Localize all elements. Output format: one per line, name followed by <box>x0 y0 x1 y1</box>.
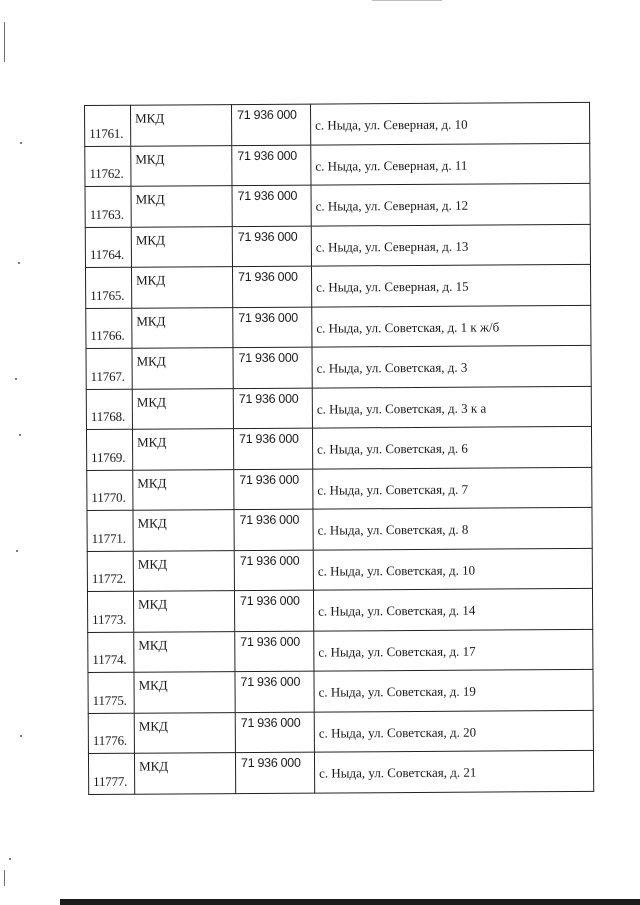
scan-artifact-bottom <box>60 899 640 905</box>
oktmo-code-cell <box>232 226 311 267</box>
row-number-cell <box>88 713 134 754</box>
oktmo-code-text: 71 936 000 <box>238 269 298 285</box>
table-row <box>86 345 591 389</box>
address-cell <box>314 629 593 671</box>
object-type-text: МКД <box>138 596 168 612</box>
row-number-text: 11763. <box>89 206 124 222</box>
object-type-text: МКД <box>138 758 169 774</box>
oktmo-code-text: 71 936 000 <box>238 310 298 325</box>
row-number-text: 11777. <box>93 773 128 789</box>
scan-speck <box>18 262 20 264</box>
object-type-text: МКД <box>138 637 168 653</box>
oktmo-code-text: 71 936 000 <box>239 553 300 568</box>
row-number-cell <box>88 632 134 673</box>
oktmo-code-cell <box>235 752 314 793</box>
table-row <box>87 548 592 592</box>
row-number-text: 11766. <box>90 327 125 343</box>
address-cell <box>312 386 591 428</box>
table-row <box>88 710 593 754</box>
row-number-cell <box>85 186 131 227</box>
row-number-text: 11768. <box>90 408 126 424</box>
row-number-text: 11761. <box>89 125 124 141</box>
row-number-cell <box>86 348 132 389</box>
object-type-text: МКД <box>137 475 167 491</box>
address-cell <box>314 710 593 752</box>
object-type-text: МКД <box>135 151 165 167</box>
object-type-cell <box>134 631 235 672</box>
object-type-cell <box>133 510 234 551</box>
object-type-cell <box>131 105 232 146</box>
object-type-text: МКД <box>135 191 165 207</box>
row-number-cell <box>85 267 131 308</box>
address-text: с. Ныда, ул. Советская, д. 21 <box>319 764 477 781</box>
scan-speck <box>16 550 18 552</box>
oktmo-code-cell <box>233 347 312 388</box>
row-number-cell <box>87 470 133 511</box>
address-text: с. Ныда, ул. Советская, д. 7 <box>317 481 469 498</box>
object-type-cell <box>131 267 232 308</box>
row-number-text: 11770. <box>91 489 126 505</box>
object-type-text: МКД <box>138 717 168 734</box>
address-cell <box>314 750 593 792</box>
row-number-cell <box>86 429 132 470</box>
row-number-cell <box>85 146 131 187</box>
object-type-text: МКД <box>136 353 166 369</box>
address-text: с. Ныда, ул. Советская, д. 20 <box>318 724 477 741</box>
table-row <box>86 305 591 349</box>
object-type-cell <box>131 145 232 186</box>
row-number-cell <box>88 753 134 794</box>
oktmo-code-cell <box>234 509 313 550</box>
table-row <box>88 669 593 713</box>
object-type-cell <box>132 429 233 470</box>
oktmo-code-cell <box>232 145 311 186</box>
table-row <box>85 264 590 308</box>
address-text: с. Ныда, ул. Советская, д. 10 <box>317 562 476 579</box>
table-row <box>87 507 592 551</box>
address-cell <box>310 102 589 144</box>
oktmo-code-cell <box>233 388 312 429</box>
row-number-text: 11767. <box>90 368 125 384</box>
table-row <box>87 588 592 632</box>
object-type-cell <box>134 753 235 794</box>
object-type-cell <box>132 348 233 389</box>
table-row <box>87 467 592 511</box>
oktmo-code-text: 71 936 000 <box>237 107 297 123</box>
scan-artifact-top <box>372 0 442 1</box>
oktmo-code-text: 71 936 000 <box>237 188 298 204</box>
oktmo-code-text: 71 936 000 <box>238 391 299 406</box>
oktmo-code-text: 71 936 000 <box>240 755 301 771</box>
oktmo-code-cell <box>234 550 313 591</box>
table-row <box>85 102 590 146</box>
object-type-cell <box>134 712 235 753</box>
address-cell <box>312 305 591 347</box>
row-number-cell <box>87 551 133 592</box>
row-number-text: 11776. <box>92 732 128 748</box>
oktmo-code-cell <box>235 631 314 672</box>
address-text: с. Ныда, ул. Северная, д. 12 <box>315 197 469 214</box>
housing-registry-table <box>84 102 594 795</box>
table-row <box>86 426 591 470</box>
scan-artifact-edge <box>4 870 5 886</box>
row-number-text: 11772. <box>91 570 127 586</box>
row-number-cell <box>86 308 132 349</box>
oktmo-code-text: 71 936 000 <box>238 350 299 366</box>
table-row <box>88 629 593 673</box>
scan-artifact-edge <box>4 22 5 62</box>
object-type-cell <box>133 469 234 510</box>
address-text: с. Ныда, ул. Советская, д. 8 <box>317 521 469 538</box>
table-row <box>85 183 590 227</box>
oktmo-code-text: 71 936 000 <box>240 674 301 690</box>
row-number-text: 11775. <box>92 692 127 708</box>
address-cell <box>312 426 591 468</box>
table-row <box>85 224 590 268</box>
oktmo-code-cell <box>232 185 311 226</box>
table-row <box>88 750 593 794</box>
row-number-text: 11765. <box>90 287 125 303</box>
object-type-cell <box>131 226 232 267</box>
row-number-text: 11764. <box>89 246 125 262</box>
scan-speck <box>20 735 22 737</box>
table-row <box>85 143 590 187</box>
address-text: с. Ныда, ул. Советская, д. 1 к ж/б <box>316 318 500 336</box>
address-text: с. Ныда, ул. Советская, д. 3 к а <box>316 400 487 417</box>
object-type-text: МКД <box>137 515 167 531</box>
address-text: с. Ныда, ул. Советская, д. 3 <box>316 359 468 376</box>
row-number-cell <box>87 510 133 551</box>
object-type-cell <box>133 591 234 632</box>
address-text: с. Ныда, ул. Советская, д. 17 <box>318 643 476 660</box>
oktmo-code-text: 71 936 000 <box>239 512 300 528</box>
address-cell <box>312 345 591 387</box>
oktmo-code-text: 71 936 000 <box>237 229 298 244</box>
row-number-cell <box>87 591 133 632</box>
address-text: с. Ныда, ул. Северная, д. 15 <box>316 278 469 295</box>
oktmo-code-text: 71 936 000 <box>239 472 299 487</box>
row-number-text: 11769. <box>91 449 126 465</box>
address-cell <box>313 548 592 590</box>
oktmo-code-text: 71 936 000 <box>240 634 300 649</box>
oktmo-code-cell <box>232 266 311 307</box>
row-number-cell <box>88 672 134 713</box>
address-cell <box>313 467 592 509</box>
scan-speck <box>15 378 17 380</box>
address-text: с. Ныда, ул. Северная, д. 11 <box>315 157 468 174</box>
object-type-cell <box>134 672 235 713</box>
row-number-text: 11771. <box>91 530 126 546</box>
object-type-cell <box>131 186 232 227</box>
oktmo-code-text: 71 936 000 <box>237 148 297 163</box>
address-text: с. Ныда, ул. Северная, д. 13 <box>315 238 469 255</box>
object-type-cell <box>132 307 233 348</box>
object-type-text: МКД <box>136 394 166 410</box>
address-cell <box>311 143 590 185</box>
address-text: с. Ныда, ул. Советская, д. 14 <box>318 602 476 619</box>
oktmo-code-text: 71 936 000 <box>239 593 300 609</box>
oktmo-code-cell <box>235 671 314 712</box>
oktmo-code-cell <box>232 104 311 145</box>
object-type-text: МКД <box>138 677 168 693</box>
row-number-cell <box>85 227 131 268</box>
address-cell <box>313 588 592 630</box>
oktmo-code-cell <box>233 428 312 469</box>
row-number-cell <box>85 105 131 146</box>
object-type-text: МКД <box>137 434 167 450</box>
address-cell <box>314 669 593 711</box>
oktmo-code-text: 71 936 000 <box>239 431 299 447</box>
oktmo-code-cell <box>233 307 312 348</box>
address-cell <box>313 507 592 549</box>
object-type-text: МКД <box>137 556 167 572</box>
address-cell <box>311 224 590 266</box>
address-text: с. Ныда, ул. Северная, д. 10 <box>315 116 468 133</box>
object-type-text: МКД <box>136 272 166 288</box>
registry-table-body <box>85 102 594 794</box>
object-type-text: МКД <box>135 110 165 126</box>
scan-speck <box>20 142 22 144</box>
row-number-cell <box>86 389 132 430</box>
row-number-text: 11774. <box>92 651 127 667</box>
object-type-text: МКД <box>135 232 165 248</box>
oktmo-code-cell <box>235 712 314 753</box>
object-type-cell <box>133 550 234 591</box>
row-number-text: 11773. <box>92 611 127 627</box>
scan-speck <box>19 434 21 436</box>
table-row <box>86 386 591 430</box>
address-cell <box>311 264 590 306</box>
oktmo-code-text: 71 936 000 <box>240 715 301 730</box>
oktmo-code-cell <box>234 590 313 631</box>
address-text: с. Ныда, ул. Советская, д. 6 <box>317 440 468 457</box>
scan-speck <box>9 858 11 860</box>
object-type-cell <box>132 388 233 429</box>
oktmo-code-cell <box>234 469 313 510</box>
address-cell <box>311 183 590 225</box>
address-text: с. Ныда, ул. Советская, д. 19 <box>318 683 476 700</box>
object-type-text: МКД <box>136 313 166 329</box>
row-number-text: 11762. <box>89 165 124 181</box>
